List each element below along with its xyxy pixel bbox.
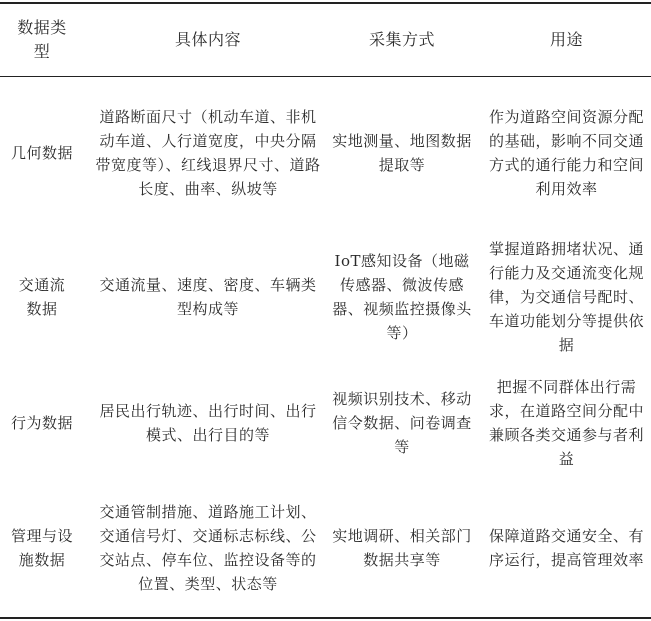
table-bottom-rule bbox=[0, 617, 651, 619]
row-management-method: 实地调研、相关部门数据共享等 bbox=[332, 526, 472, 569]
row-traffic-method: IoT感知设备（地磁传感器、微波传感器、视频监控摄像头等） bbox=[332, 252, 472, 342]
header-data-type: 数据类型 bbox=[17, 18, 67, 61]
header-use: 用途 bbox=[549, 30, 583, 49]
row-traffic-content: 交通流量、速度、密度、车辆类型构成等 bbox=[99, 276, 317, 318]
table-top-rule bbox=[0, 2, 651, 4]
row-management-use: 保障道路交通安全、有序运行，提高管理效率 bbox=[488, 526, 644, 569]
table-header-rule bbox=[0, 76, 651, 77]
row-behavior-type: 行为数据 bbox=[10, 414, 73, 432]
row-management-type: 管理与设施数据 bbox=[10, 526, 73, 569]
row-behavior-method: 视频识别技术、移动信令数据、问卷调查等 bbox=[332, 390, 472, 456]
row-geometry-content: 道路断面尺寸（机动车道、非机动车道、人行道宽度，中央分隔带宽度等）、红线退界尺寸、道路长度、曲率、纵坡等 bbox=[95, 108, 321, 198]
row-behavior-content: 居民出行轨迹、出行时间、出行模式、出行目的等 bbox=[99, 402, 317, 444]
row-geometry-method: 实地测量、地图数据提取等 bbox=[332, 132, 472, 174]
row-geometry-use: 作为道路空间资源分配的基础，影响不同交通方式的通行能力和空间利用效率 bbox=[488, 108, 644, 198]
row-traffic-use: 掌握道路拥堵状况、通行能力及交通流变化规律，为交通信号配时、车道功能划分等提供依据 bbox=[488, 240, 644, 354]
header-method: 采集方式 bbox=[368, 30, 435, 49]
row-management-content: 交通管制措施、道路施工计划、交通信号灯、交通标志标线、公交站点、停车位、监控设备等的位置、类型、状态等 bbox=[99, 502, 317, 593]
header-content: 具体内容 bbox=[174, 30, 241, 49]
row-traffic-type: 交通流数据 bbox=[18, 276, 66, 318]
row-geometry-type: 几何数据 bbox=[10, 144, 73, 162]
row-behavior-use: 把握不同群体出行需求，在道路空间分配中兼顾各类交通参与者利益 bbox=[488, 378, 644, 468]
